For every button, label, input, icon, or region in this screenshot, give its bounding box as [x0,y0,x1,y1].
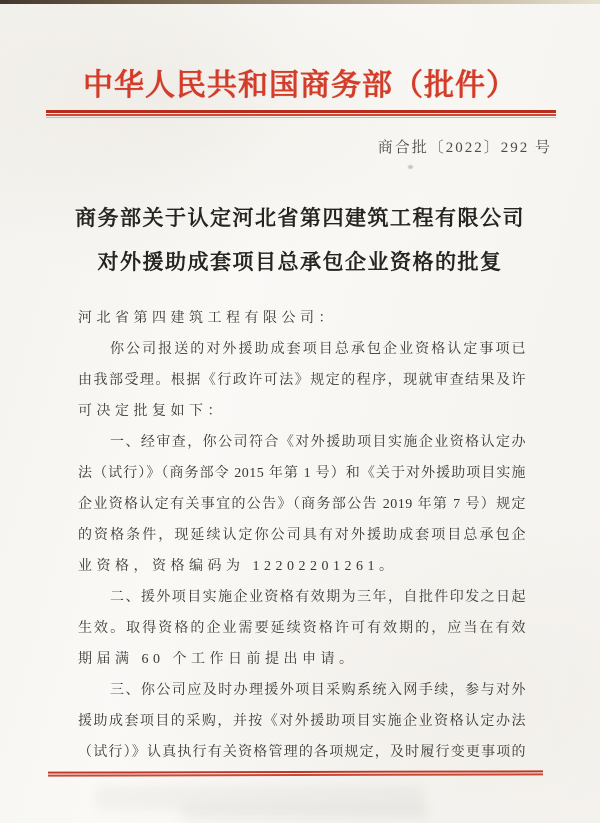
body-line: 由我部受理。根据《行政许可法》规定的程序，现就审查结果及许 [78,373,526,388]
body-line-item-3: 三、你公司应及时办理援外项目采购系统入网手续，参与对外 [110,683,526,698]
scan-edge-artifact [0,0,600,4]
body-line: （试行）》认真执行有关资格管理的各项规定，及时履行变更事项的 [78,745,526,760]
document-body [78,303,526,768]
divider-bar-faint [46,117,556,118]
body-line: 业资格，资格编码为 12202201261。 [78,559,398,574]
bleedthrough-artifact [180,805,430,821]
body-line-item-2: 二、援外项目实施企业资格有效期为三年，自批件印发之日起 [110,590,526,605]
scan-speck-artifact [408,165,413,169]
body-line-recipient: 河北省第四建筑工程有限公司： [78,311,337,326]
footer-divider-bar-thin [48,773,543,776]
divider-bar-thin [46,114,556,116]
document-title-line-2: 对外援助成套项目总承包企业资格的批复 [97,250,503,274]
letterhead-divider [46,110,556,118]
body-line: 生效。取得资格的企业需要延续资格许可有效期的，应当在有效 [78,621,526,636]
body-line: 企业资格认定有关事宜的公告》（商务部公告 2019 年第 7 号）规定 [78,497,526,512]
body-line: 法（试行）》（商务部令 2015 年第 1 号）和《关于对外援助项目实施 [78,466,526,481]
ministry-letterhead-title: 中华人民共和国商务部（批件） [83,69,517,102]
body-line: 可决定批复如下： [78,404,226,419]
body-line-item-1: 一、经审查，你公司符合《对外援助项目实施企业资格认定办 [110,435,526,450]
document-title-line-1: 商务部关于认定河北省第四建筑工程有限公司 [75,206,525,230]
body-line: 的资格条件，现延续认定你公司具有对外援助成套项目总承包企 [78,528,526,543]
body-line: 期届满 60 个工作日前提出申请。 [78,652,358,667]
scan-speck-artifact [506,753,509,756]
document-title [0,196,600,284]
body-line: 你公司报送的对外援助成套项目总承包企业资格认定事项已 [110,342,526,357]
body-line: 援助成套项目的采购，并按《对外援助项目实施企业资格认定办法 [78,714,526,729]
page-footer-divider [48,770,543,777]
document-number: 商合批〔2022〕292 号 [377,140,552,156]
